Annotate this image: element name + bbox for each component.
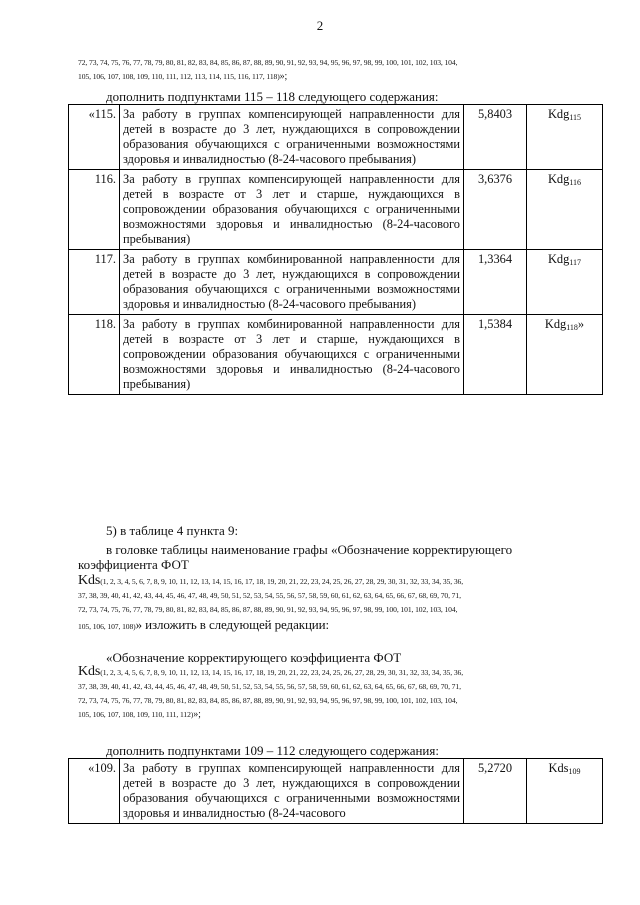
row-coefficient: 1,3364 <box>464 250 527 315</box>
kds-symbol: Kds <box>78 664 101 679</box>
intro-paragraph: дополнить подпунктами 115 – 118 следующего содержания: <box>106 89 439 104</box>
row-symbol: Kdg$_{116}$ <box>527 170 603 250</box>
row-number: «109. <box>69 759 120 824</box>
intro-paragraph: дополнить подпунктами 109 – 112 следующего содержания: <box>106 743 439 758</box>
table-row <box>69 250 603 315</box>
row-number: 117. <box>69 250 120 315</box>
row-description: За работу в группах компенсирующей направленности для детей в возрасте от 3 лет и старше, нуждающихся в сопровождении образования обучающихся с ограниченными возможностями здоровья и инвалидностью (8-24-часового пребывания) <box>120 170 464 250</box>
row-coefficient: 1,5384 <box>464 315 527 395</box>
row-coefficient: 3,6376 <box>464 170 527 250</box>
section-heading: 5) в таблице 4 пункта 9: <box>106 523 239 538</box>
list-line: 72, 73, 74, 75, 76, 77, 78, 79, 80, 81, 82, 83, 84, 85, 86, 87, 88, 89, 90, 91, 92, 93, 94, 95, 96, 97, 98, 99, 100, 101, 102, 103, 104, <box>78 58 458 67</box>
row-coefficient: 5,2720 <box>464 759 527 824</box>
row-description: За работу в группах компенсирующей направленности для детей в возрасте до 3 лет, нуждающихся в сопровождении образования обучающихся с ограниченными возможностями здоровья и инвалидностью (8-24-часового <box>120 759 464 824</box>
list-line: 105, 106, 107, 108, 109, 110, 111, 112, 113, 114, 115, 116, 117, 118)»; <box>78 71 288 82</box>
coefficient-table <box>68 104 603 395</box>
row-description: За работу в группах комбинированной направленности для детей в возрасте до 3 лет, нуждающихся в сопровождении образования обучающихся с ограниченными возможностями здоровья и инвалидностью (8-24-часового пребывания) <box>120 250 464 315</box>
row-description: За работу в группах компенсирующей направленности для детей в возрасте до 3 лет, нуждающихся в сопровождении образования обучающихся с ограниченными возможностями здоровья и инвалидностью (8-24-часового пребывания) <box>120 105 464 170</box>
row-coefficient: 5,8403 <box>464 105 527 170</box>
top-coefficient-list <box>78 56 606 84</box>
row-symbol: Kdg$_{115}$ <box>527 105 603 170</box>
row-description: За работу в группах комбинированной направленности для детей в возрасте от 3 лет и старше, нуждающихся в сопровождении образования обучающихся с ограниченными возможностями здоровья и инвалидностью (8-24-часового пребывания) <box>120 315 464 395</box>
kds-index-list-new: Kds(1, 2, 3, 4, 5, 6, 7, 8, 9, 10, 11, 12, 13, 14, 15, 16, 17, 18, 19, 20, 21, 22, 23, 24, 25, 26, 27, 28, 29, 30, 31, 32, 33, 34, 35, 36, 37, 38, 39, 40, 41, 42, 43, 44, 45, 46, 47, 48, 49, 50, 51, 52, 53, 54, 55, 56, 57, 58, 59, 60, 61, 62, 63, 64, 65, 66, 67, 68, 69, 70, 71, 72, 73, 74, 75, 76, 77, 78, 79, 80, 81, 82, 83, 84, 85, 86, 87, 88, 89, 90, 91, 92, 93, 94, 95, 96, 97, 98, 99, 100, 101, 102, 103, 104, 105, 106, 107, 108, 109, 110, 111, 112)»; <box>78 664 464 720</box>
kds-index-list-old: Kds(1, 2, 3, 4, 5, 6, 7, 8, 9, 10, 11, 12, 13, 14, 15, 16, 17, 18, 19, 20, 21, 22, 23, 24, 25, 26, 27, 28, 29, 30, 31, 32, 33, 34, 35, 36, 37, 38, 39, 40, 41, 42, 43, 44, 45, 46, 47, 48, 49, 50, 51, 52, 53, 54, 55, 56, 57, 58, 59, 60, 61, 62, 63, 64, 65, 66, 67, 68, 69, 70, 71, 72, 73, 74, 75, 76, 77, 78, 79, 80, 81, 82, 83, 84, 85, 86, 87, 88, 89, 90, 91, 92, 93, 94, 95, 96, 97, 98, 99, 100, 101, 102, 103, 104, 105, 106, 107, 108)» изложить в следующей редакции: <box>78 573 464 632</box>
row-symbol: Kds$_{109}$ <box>527 759 603 824</box>
heading-change-line: коэффициента ФОТ <box>78 557 189 572</box>
quote-line: «Обозначение корректирующего коэффициента ФОТ <box>106 650 402 665</box>
kds-symbol: Kds <box>78 573 101 588</box>
coefficient-table <box>68 758 603 824</box>
table-row <box>69 759 603 824</box>
table-row <box>69 170 603 250</box>
row-symbol: Kdg$_{117}$ <box>527 250 603 315</box>
table-row <box>69 105 603 170</box>
row-number: «115. <box>69 105 120 170</box>
heading-change-line: в головке таблицы наименование графы «Обозначение корректирующего <box>106 542 513 557</box>
table-row <box>69 315 603 395</box>
row-number: 116. <box>69 170 120 250</box>
page-number: 2 <box>316 18 324 33</box>
row-number: 118. <box>69 315 120 395</box>
row-symbol: Kdg$_{118}$» <box>527 315 603 395</box>
